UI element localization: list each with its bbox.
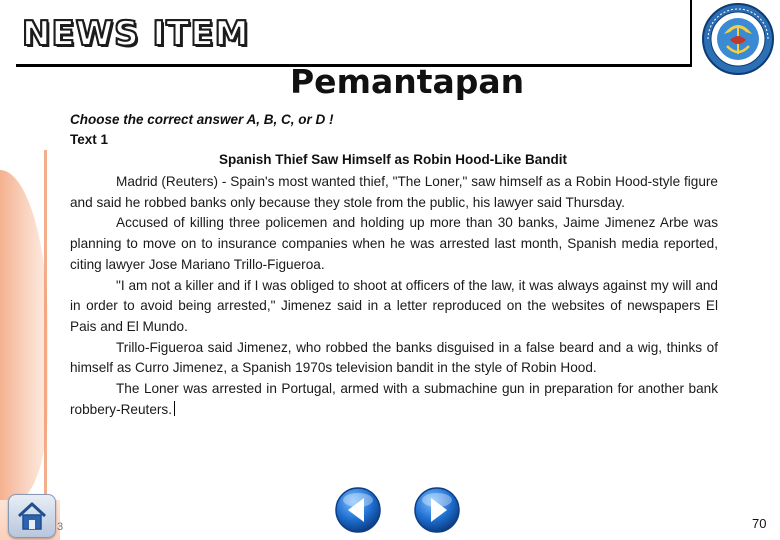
paragraph-5 <box>70 379 718 420</box>
text-cursor <box>174 401 175 416</box>
page-number: 70 <box>752 516 767 531</box>
left-decorative-line <box>44 150 47 520</box>
next-slide-button[interactable] <box>412 486 462 534</box>
instruction-text: Choose the correct answer A, B, C, or D ! <box>70 112 334 127</box>
previous-slide-button[interactable] <box>333 486 383 534</box>
left-decorative-band <box>0 170 48 500</box>
ministry-emblem-icon <box>700 2 776 76</box>
paragraph-4: Trillo-Figueroa said Jimenez, who robbed the banks disguised in a false beard and a wig, thinks of himself as Curro Jimenez, a Spanish 1970s television bandit in the style of Robin Hood. <box>70 339 718 376</box>
paragraph-1: Madrid (Reuters) - Spain's most wanted thief, "The Loner," saw himself as a Robin Hood-style figure and said he robbed banks only because they stole from the public, his lawyer said Thursday. <box>70 174 718 210</box>
passage-document <box>62 104 724 486</box>
paragraph-2: Accused of killing three policemen and holding up more than 30 banks, Jaime Jimenez Arbe was planning to move on to insurance companies when he was arrested last month, Spanish media reported, citing lawyer Jose Mariano Trillo-Figueroa. <box>70 215 718 272</box>
home-icon <box>15 500 49 532</box>
article-body <box>70 172 718 420</box>
paragraph-3: "I am not a killer and if I was obliged to shoot at officers of the law, it was always against my will and in order to avoid being arrested," Jimenez said in a letter reproduced on the websites of newspapers El Pais and El Mundo. <box>70 277 718 334</box>
header-divider <box>690 0 692 66</box>
article-headline: Spanish Thief Saw Himself as Robin Hood-Like Bandit <box>218 152 568 167</box>
slide-subtitle: Pemantapan <box>290 62 525 101</box>
header-title: NEWS ITEM <box>22 14 250 54</box>
home-button[interactable] <box>8 494 56 538</box>
paragraph-5-text: The Loner was arrested in Portugal, armed with a submachine gun in preparation for another bank robbery-Reuters. <box>70 381 718 417</box>
slide-mark: 3 <box>57 521 64 533</box>
text-label: Text 1 <box>70 132 109 147</box>
